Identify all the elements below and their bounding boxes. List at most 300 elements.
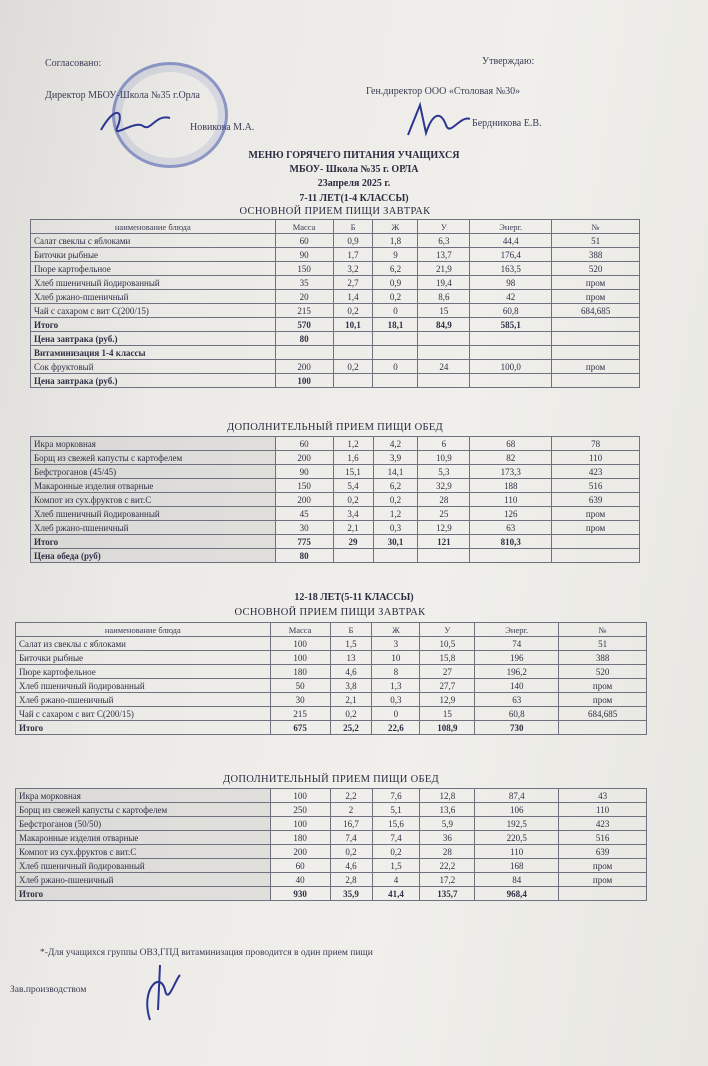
dish-name-cell: Салат из свеклы с яблоками (16, 637, 271, 651)
table-row (31, 507, 640, 521)
dish-name-cell: Бефстроганов (45/45) (31, 465, 276, 479)
value-cell: 140 (475, 679, 559, 693)
value-cell: пром (552, 290, 640, 304)
value-cell: 22,2 (420, 859, 475, 873)
value-cell (373, 549, 418, 563)
value-cell: 7,6 (372, 789, 420, 803)
table-row (31, 465, 640, 479)
value-cell: 4,2 (373, 437, 418, 451)
value-cell: 21,9 (418, 262, 470, 276)
agreed-label: Согласовано: (45, 58, 102, 69)
dish-name-cell: Салат свеклы с яблоками (31, 234, 276, 248)
table-row (16, 679, 647, 693)
value-cell: 135,7 (420, 887, 475, 901)
value-cell: 84,9 (418, 318, 470, 332)
value-cell: 84 (475, 873, 559, 887)
value-cell: 388 (559, 651, 647, 665)
value-cell: 27 (420, 665, 475, 679)
value-cell: 6,3 (418, 234, 470, 248)
value-cell (333, 346, 373, 360)
table-row (31, 437, 640, 451)
value-cell: 80 (275, 332, 333, 346)
value-cell: 100,0 (470, 360, 552, 374)
value-cell: 675 (270, 721, 330, 735)
value-cell: 2,1 (330, 693, 372, 707)
value-cell (470, 332, 552, 346)
value-cell: 13 (330, 651, 372, 665)
value-cell (418, 549, 470, 563)
value-cell: 110 (470, 493, 552, 507)
value-cell: 17,2 (420, 873, 475, 887)
value-cell: 29 (333, 535, 373, 549)
value-cell (470, 346, 552, 360)
value-cell (552, 332, 640, 346)
dish-name-cell: Хлеб ржано-пшеничный (31, 290, 276, 304)
value-cell: пром (559, 873, 647, 887)
value-cell: 82 (470, 451, 552, 465)
value-cell: 520 (559, 665, 647, 679)
value-cell: 0,9 (333, 234, 373, 248)
value-cell: 45 (275, 507, 333, 521)
value-cell: 108,9 (420, 721, 475, 735)
value-cell: 35 (275, 276, 333, 290)
section-breakfast-2: ОСНОВНОЙ ПРИЕМ ПИЩИ ЗАВТРАК (234, 607, 426, 618)
footnote: *-Для учащихся группы ОВЗ,ГПД витаминизация проводится в один прием пищи (40, 948, 373, 958)
value-cell: 215 (270, 707, 330, 721)
value-cell: 3,8 (330, 679, 372, 693)
production-signature (130, 960, 190, 1030)
table-row (31, 549, 640, 563)
table-row (31, 374, 640, 388)
table-header-row: наименование блюда Масса Б Ж У Энерг. № (31, 220, 640, 234)
approved-label: Утверждаю: (482, 56, 535, 67)
value-cell: 639 (559, 845, 647, 859)
table-row (16, 803, 647, 817)
value-cell: 516 (559, 831, 647, 845)
table-row (31, 451, 640, 465)
right-position: Ген.директор ООО «Столовая №30» (366, 86, 521, 97)
value-cell (418, 346, 470, 360)
value-cell: 520 (552, 262, 640, 276)
value-cell: 6,2 (373, 479, 418, 493)
table-row (16, 859, 647, 873)
value-cell: 30 (270, 693, 330, 707)
dish-name-cell: Итого (16, 887, 271, 901)
value-cell: 388 (552, 248, 640, 262)
value-cell: 3,4 (333, 507, 373, 521)
dish-name-cell: Хлеб пшеничный йодированный (16, 859, 271, 873)
value-cell: 200 (275, 451, 333, 465)
value-cell: 60 (275, 234, 333, 248)
value-cell: 27,7 (420, 679, 475, 693)
value-cell: 3,9 (373, 451, 418, 465)
value-cell: 0 (373, 304, 418, 318)
production-manager-label: Зав.производством (10, 985, 87, 995)
table-row (31, 262, 640, 276)
value-cell: 22,6 (372, 721, 420, 735)
table-row (16, 721, 647, 735)
value-cell: 423 (559, 817, 647, 831)
value-cell: 32,9 (418, 479, 470, 493)
table-row (31, 521, 640, 535)
value-cell: 24 (418, 360, 470, 374)
dish-name-cell: Чай с сахаром с вит С(200/15) (16, 707, 271, 721)
value-cell: 42 (470, 290, 552, 304)
value-cell: 19,4 (418, 276, 470, 290)
value-cell: 78 (552, 437, 640, 451)
table-row (16, 693, 647, 707)
breakfast-table-junior (30, 219, 640, 388)
age-group-1: 7-11 ЛЕТ(1-4 КЛАССЫ) (299, 193, 409, 204)
dish-name-cell: Борщ из свежей капусты с картофелем (16, 803, 271, 817)
menu-date: 23апреля 2025 г. (317, 178, 391, 189)
value-cell: 0,2 (333, 360, 373, 374)
value-cell: 14,1 (373, 465, 418, 479)
dish-name-cell: Сок фруктовый (31, 360, 276, 374)
dish-name-cell: Цена завтрака (руб.) (31, 332, 276, 346)
dish-name-cell: Хлеб пшеничный йодированный (31, 507, 276, 521)
value-cell: 215 (275, 304, 333, 318)
value-cell: 10,1 (333, 318, 373, 332)
value-cell: 7,4 (372, 831, 420, 845)
value-cell: 121 (418, 535, 470, 549)
value-cell: 44,4 (470, 234, 552, 248)
value-cell: 5,1 (372, 803, 420, 817)
value-cell: пром (552, 360, 640, 374)
left-position: Директор МБОУ-Школа №35 г.Орла (45, 90, 200, 101)
lunch-senior-rows (16, 789, 647, 901)
value-cell: 516 (552, 479, 640, 493)
value-cell: 10 (372, 651, 420, 665)
value-cell: 25 (418, 507, 470, 521)
value-cell: 13,7 (418, 248, 470, 262)
value-cell: 1,8 (373, 234, 418, 248)
dish-name-cell: Итого (31, 535, 276, 549)
table-row (31, 535, 640, 549)
value-cell (275, 346, 333, 360)
section-lunch-1: ДОПОЛНИТЕЛЬНЫЙ ПРИЕМ ПИЩИ ОБЕД (227, 422, 443, 433)
value-cell: 15 (420, 707, 475, 721)
value-cell: 100 (275, 374, 333, 388)
value-cell: 0,2 (330, 845, 372, 859)
value-cell: 12,9 (418, 521, 470, 535)
value-cell: 180 (270, 665, 330, 679)
value-cell: 2 (330, 803, 372, 817)
value-cell: 1,2 (373, 507, 418, 521)
value-cell: 15,1 (333, 465, 373, 479)
value-cell: 12,8 (420, 789, 475, 803)
value-cell: 90 (275, 465, 333, 479)
dish-name-cell: Бефстроганов (50/50) (16, 817, 271, 831)
value-cell: 930 (270, 887, 330, 901)
menu-title: МЕНЮ ГОРЯЧЕГО ПИТАНИЯ УЧАЩИХСЯ (248, 150, 460, 161)
value-cell (373, 332, 418, 346)
value-cell: 1,4 (333, 290, 373, 304)
value-cell: 0,3 (372, 693, 420, 707)
dish-name-cell: Макаронные изделия отварные (31, 479, 276, 493)
value-cell: 60 (275, 437, 333, 451)
value-cell: 1,5 (372, 859, 420, 873)
value-cell (333, 549, 373, 563)
value-cell: 100 (270, 637, 330, 651)
value-cell: 5,3 (418, 465, 470, 479)
value-cell: 63 (470, 521, 552, 535)
value-cell: 775 (275, 535, 333, 549)
value-cell: 51 (552, 234, 640, 248)
value-cell: 13,6 (420, 803, 475, 817)
value-cell (552, 374, 640, 388)
value-cell (552, 346, 640, 360)
value-cell: 180 (270, 831, 330, 845)
value-cell: 9 (373, 248, 418, 262)
value-cell: пром (559, 859, 647, 873)
value-cell: 50 (270, 679, 330, 693)
value-cell: 2,8 (330, 873, 372, 887)
value-cell (559, 887, 647, 901)
dish-name-cell: Икра морковная (31, 437, 276, 451)
dish-name-cell: Пюре картофельное (31, 262, 276, 276)
value-cell: 5,9 (420, 817, 475, 831)
table-row (16, 831, 647, 845)
gendirector-signature (400, 95, 480, 150)
value-cell: 15,8 (420, 651, 475, 665)
value-cell: 28 (418, 493, 470, 507)
dish-name-cell: Цена обеда (руб) (31, 549, 276, 563)
value-cell: 684,685 (559, 707, 647, 721)
value-cell: 6 (418, 437, 470, 451)
value-cell: 730 (475, 721, 559, 735)
value-cell: 35,9 (330, 887, 372, 901)
lunch-table-senior (15, 788, 647, 901)
value-cell: 28 (420, 845, 475, 859)
value-cell: 150 (275, 262, 333, 276)
dish-name-cell: Хлеб пшеничный йодированный (31, 276, 276, 290)
section-lunch-2: ДОПОЛНИТЕЛЬНЫЙ ПРИЕМ ПИЩИ ОБЕД (223, 774, 439, 785)
value-cell: 192,5 (475, 817, 559, 831)
school-title: МБОУ- Школа №35 г. ОРЛА (289, 164, 419, 175)
value-cell: 0,2 (330, 707, 372, 721)
value-cell: 1,7 (333, 248, 373, 262)
value-cell: 188 (470, 479, 552, 493)
value-cell: 87,4 (475, 789, 559, 803)
value-cell (470, 374, 552, 388)
table-row (16, 817, 647, 831)
value-cell: 684,685 (552, 304, 640, 318)
value-cell: 196,2 (475, 665, 559, 679)
value-cell (373, 346, 418, 360)
value-cell: 2,2 (330, 789, 372, 803)
value-cell: 80 (275, 549, 333, 563)
value-cell: 423 (552, 465, 640, 479)
value-cell: 0,9 (373, 276, 418, 290)
dish-name-cell: Компот из сух.фруктов с вит.С (16, 845, 271, 859)
value-cell: 90 (275, 248, 333, 262)
dish-name-cell: Итого (16, 721, 271, 735)
value-cell: 150 (275, 479, 333, 493)
value-cell: 18,1 (373, 318, 418, 332)
value-cell: 6,2 (373, 262, 418, 276)
value-cell: 60 (270, 859, 330, 873)
value-cell: 200 (270, 845, 330, 859)
breakfast-junior-rows (31, 234, 640, 388)
value-cell: 0,3 (373, 521, 418, 535)
value-cell: 4,6 (330, 665, 372, 679)
breakfast-table-senior (15, 622, 647, 735)
table-row (31, 493, 640, 507)
dish-name-cell: Икра морковная (16, 789, 271, 803)
value-cell: 10,9 (418, 451, 470, 465)
value-cell: 106 (475, 803, 559, 817)
dish-name-cell: Компот из сух.фруктов с вит.С (31, 493, 276, 507)
section-breakfast-1: ОСНОВНОЙ ПРИЕМ ПИЩИ ЗАВТРАК (239, 206, 431, 217)
dish-name-cell: Итого (31, 318, 276, 332)
value-cell (418, 332, 470, 346)
table-row (16, 887, 647, 901)
value-cell: 51 (559, 637, 647, 651)
value-cell: 163,5 (470, 262, 552, 276)
value-cell: 4,6 (330, 859, 372, 873)
director-signature (95, 100, 185, 150)
value-cell: 5,4 (333, 479, 373, 493)
value-cell: 0,2 (333, 493, 373, 507)
value-cell: 968,4 (475, 887, 559, 901)
value-cell: 1,6 (333, 451, 373, 465)
value-cell: 585,1 (470, 318, 552, 332)
table-row (16, 873, 647, 887)
table-row (16, 845, 647, 859)
dish-name-cell: Хлеб ржано-пшеничный (16, 873, 271, 887)
value-cell: 8 (372, 665, 420, 679)
value-cell: 176,4 (470, 248, 552, 262)
value-cell: 0,2 (373, 493, 418, 507)
value-cell (333, 374, 373, 388)
table-row (31, 248, 640, 262)
value-cell: 110 (559, 803, 647, 817)
value-cell: 110 (552, 451, 640, 465)
value-cell: 639 (552, 493, 640, 507)
value-cell: 43 (559, 789, 647, 803)
value-cell: 220,5 (475, 831, 559, 845)
table-row (16, 665, 647, 679)
value-cell: 0,2 (373, 290, 418, 304)
table-row (31, 479, 640, 493)
value-cell: 74 (475, 637, 559, 651)
value-cell: 200 (275, 493, 333, 507)
value-cell: 100 (270, 817, 330, 831)
table-row (31, 332, 640, 346)
value-cell: 3 (372, 637, 420, 651)
table-row (31, 346, 640, 360)
value-cell (333, 332, 373, 346)
dish-name-cell: Цена завтрака (руб.) (31, 374, 276, 388)
table-row (16, 637, 647, 651)
dish-name-cell: Макаронные изделия отварные (16, 831, 271, 845)
value-cell: 570 (275, 318, 333, 332)
left-name: Новикова М.А. (190, 122, 255, 133)
value-cell: 0 (372, 707, 420, 721)
right-name: Бердникова Е.В. (472, 118, 542, 129)
value-cell: 250 (270, 803, 330, 817)
value-cell: пром (559, 693, 647, 707)
value-cell (552, 549, 640, 563)
dish-name-cell: Чай с сахаром с вит С(200/15) (31, 304, 276, 318)
value-cell: 60,8 (470, 304, 552, 318)
value-cell: 168 (475, 859, 559, 873)
value-cell: 200 (275, 360, 333, 374)
value-cell: 0,2 (333, 304, 373, 318)
table-row (31, 290, 640, 304)
age-group-2: 12-18 ЛЕТ(5-11 КЛАССЫ) (294, 592, 414, 603)
value-cell: 68 (470, 437, 552, 451)
value-cell (552, 535, 640, 549)
value-cell: пром (552, 521, 640, 535)
value-cell (559, 721, 647, 735)
value-cell: 2,1 (333, 521, 373, 535)
dish-name-cell: Хлеб ржано-пшеничный (16, 693, 271, 707)
value-cell: пром (559, 679, 647, 693)
value-cell: 30,1 (373, 535, 418, 549)
table-row (16, 651, 647, 665)
table-row (16, 707, 647, 721)
value-cell: 20 (275, 290, 333, 304)
value-cell: 2,7 (333, 276, 373, 290)
table-row (16, 789, 647, 803)
value-cell: 4 (372, 873, 420, 887)
breakfast-senior-rows (16, 637, 647, 735)
value-cell (418, 374, 470, 388)
table-row (31, 360, 640, 374)
table-row (31, 276, 640, 290)
lunch-table-junior (30, 436, 640, 563)
value-cell: 126 (470, 507, 552, 521)
dish-name-cell: Пюре картофельное (16, 665, 271, 679)
value-cell (470, 549, 552, 563)
value-cell: 15,6 (372, 817, 420, 831)
value-cell: 100 (270, 789, 330, 803)
value-cell: 15 (418, 304, 470, 318)
value-cell: пром (552, 276, 640, 290)
dish-name-cell: Хлеб пшеничный йодированный (16, 679, 271, 693)
lunch-junior-rows (31, 437, 640, 563)
value-cell: 8,6 (418, 290, 470, 304)
value-cell: 7,4 (330, 831, 372, 845)
table-row (31, 304, 640, 318)
value-cell: 60,8 (475, 707, 559, 721)
value-cell (373, 374, 418, 388)
value-cell: 16,7 (330, 817, 372, 831)
value-cell: пром (552, 507, 640, 521)
value-cell: 41,4 (372, 887, 420, 901)
table-header-row: наименование блюда Масса Б Ж У Энерг. № (16, 623, 647, 637)
value-cell: 100 (270, 651, 330, 665)
value-cell (552, 318, 640, 332)
value-cell: 3,2 (333, 262, 373, 276)
table-row (31, 318, 640, 332)
value-cell: 98 (470, 276, 552, 290)
value-cell: 1,5 (330, 637, 372, 651)
dish-name-cell: Борщ из свежей капусты с картофелем (31, 451, 276, 465)
value-cell: 12,9 (420, 693, 475, 707)
value-cell: 10,5 (420, 637, 475, 651)
value-cell: 1,3 (372, 679, 420, 693)
dish-name-cell: Витаминизация 1-4 классы (31, 346, 276, 360)
value-cell: 110 (475, 845, 559, 859)
value-cell: 25,2 (330, 721, 372, 735)
value-cell: 63 (475, 693, 559, 707)
value-cell: 810,3 (470, 535, 552, 549)
value-cell: 30 (275, 521, 333, 535)
table-row (31, 234, 640, 248)
